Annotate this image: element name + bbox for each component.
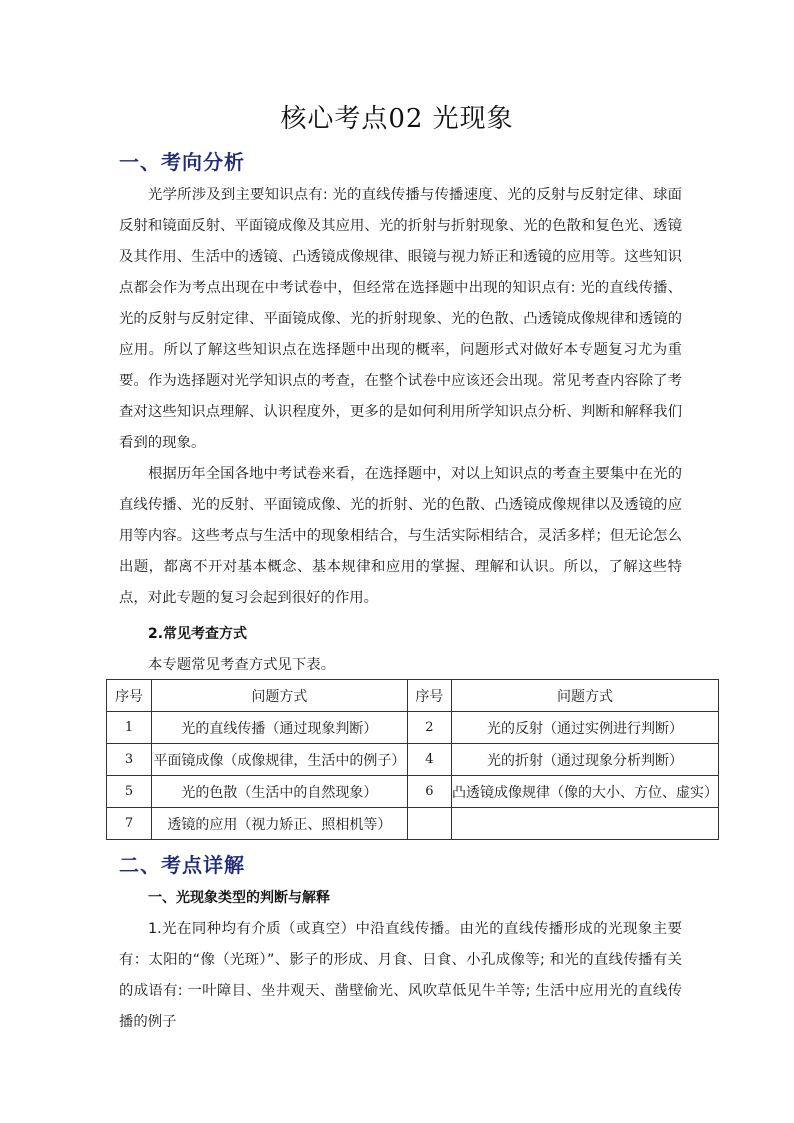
table-cell-number: 7	[107, 808, 152, 840]
table-header-row	[107, 680, 719, 712]
exam-methods-table	[106, 679, 719, 840]
table-header-cell: 问题方式	[152, 680, 408, 712]
paragraph-straight-line-propagation: 1.光在同种均有介质（或真空）中沿直线传播。由光的直线传播形成的光现象主要有：太阳的“像（光斑）”、影子的形成、月食、日食、小孔成像等; 和光的直线传播有关的成语有: 一叶障目、坐井观天、凿壁偷光、风吹草低见牛羊等; 生活中应用光的直线传播的例子	[119, 921, 682, 1030]
table-header-cell: 序号	[107, 680, 152, 712]
table-cell-number: 1	[107, 712, 152, 744]
table-cell-method: 光的色散（生活中的自然现象）	[152, 776, 408, 808]
table-cell-method: 凸透镜成像规律（像的大小、方位、虚实）	[451, 776, 718, 808]
table-cell-number: 4	[407, 744, 451, 776]
table-row	[107, 712, 719, 744]
table-cell-method: 平面镜成像（成像规律，生活中的例子）	[152, 744, 408, 776]
table-row	[107, 776, 719, 808]
table-cell-number	[407, 808, 451, 840]
table-header-cell: 问题方式	[451, 680, 718, 712]
table-row	[107, 744, 719, 776]
table-cell-number: 2	[407, 712, 451, 744]
table-cell-method: 透镜的应用（视力矫正、照相机等）	[152, 808, 408, 840]
paragraph-question-role: 作为选择题对光学知识点的考查，在整个试卷中应该还会出现。常见考查内容除了考查对这些知识点理解、认识程度外，更多的是如何利用所学知识点分析、判断和解释我们看到的现象。	[119, 373, 682, 451]
paragraph-knowledge-points: 光学所涉及到主要知识点有: 光的直线传播与传播速度、光的反射与反射定律、球面反射和镜面反射、平面镜成像及其应用、光的折射与折射现象、光的色散和复色光、透镜及其作用、生活中的透镜、凸透镜成像规律、眼镜与视力矫正和透镜的应用等。这些知识点都会作为考点出现在中考试卷中，但经常在选择题中出现的知识点有: 光的直线传播、光的反射与反射定律、平面镜成像、光的折射现象、光的色散、凸透镜成像规律和透镜的应用。所以了解这些知识点在选择题中出现的概率，问题形式对做好本专题复习尤为重要。	[119, 187, 682, 389]
table-header-cell: 序号	[407, 680, 451, 712]
section-heading-details: 二、考点详解	[119, 853, 245, 877]
section-heading-analysis: 一、考向分析	[119, 150, 245, 174]
table-cell-number: 6	[407, 776, 451, 808]
table-cell-method: 光的直线传播（通过现象判断）	[152, 712, 408, 744]
table-row	[107, 808, 719, 840]
table-cell-method	[451, 808, 718, 840]
table-cell-method: 光的反射（通过实例进行判断）	[451, 712, 718, 744]
subheading-common-methods: 2.常见考查方式	[148, 626, 248, 642]
table-cell-number: 5	[107, 776, 152, 808]
document-title: 核心考点02 光现象	[280, 104, 514, 134]
table-cell-method: 光的折射（通过现象分析判断）	[451, 744, 718, 776]
table-cell-number: 3	[107, 744, 152, 776]
table-intro: 本专题常见考查方式见下表。	[148, 657, 336, 673]
subheading-light-phenomena: 一、光现象类型的判断与解释	[148, 890, 330, 906]
paragraph-exam-trends: 根据历年全国各地中考试卷来看，在选择题中，对以上知识点的考查主要集中在光的直线传播、光的反射、平面镜成像、光的折射、光的色散、凸透镜成像规律以及透镜的应用等内容。这些考点与生活中的现象相结合，与生活实际相结合，灵活多样；但无论怎么出题，都离不开对基本概念、基本规律和应用的掌握、理解和认识。所以，了解这些特点，对此专题的复习会起到很好的作用。	[119, 466, 682, 606]
